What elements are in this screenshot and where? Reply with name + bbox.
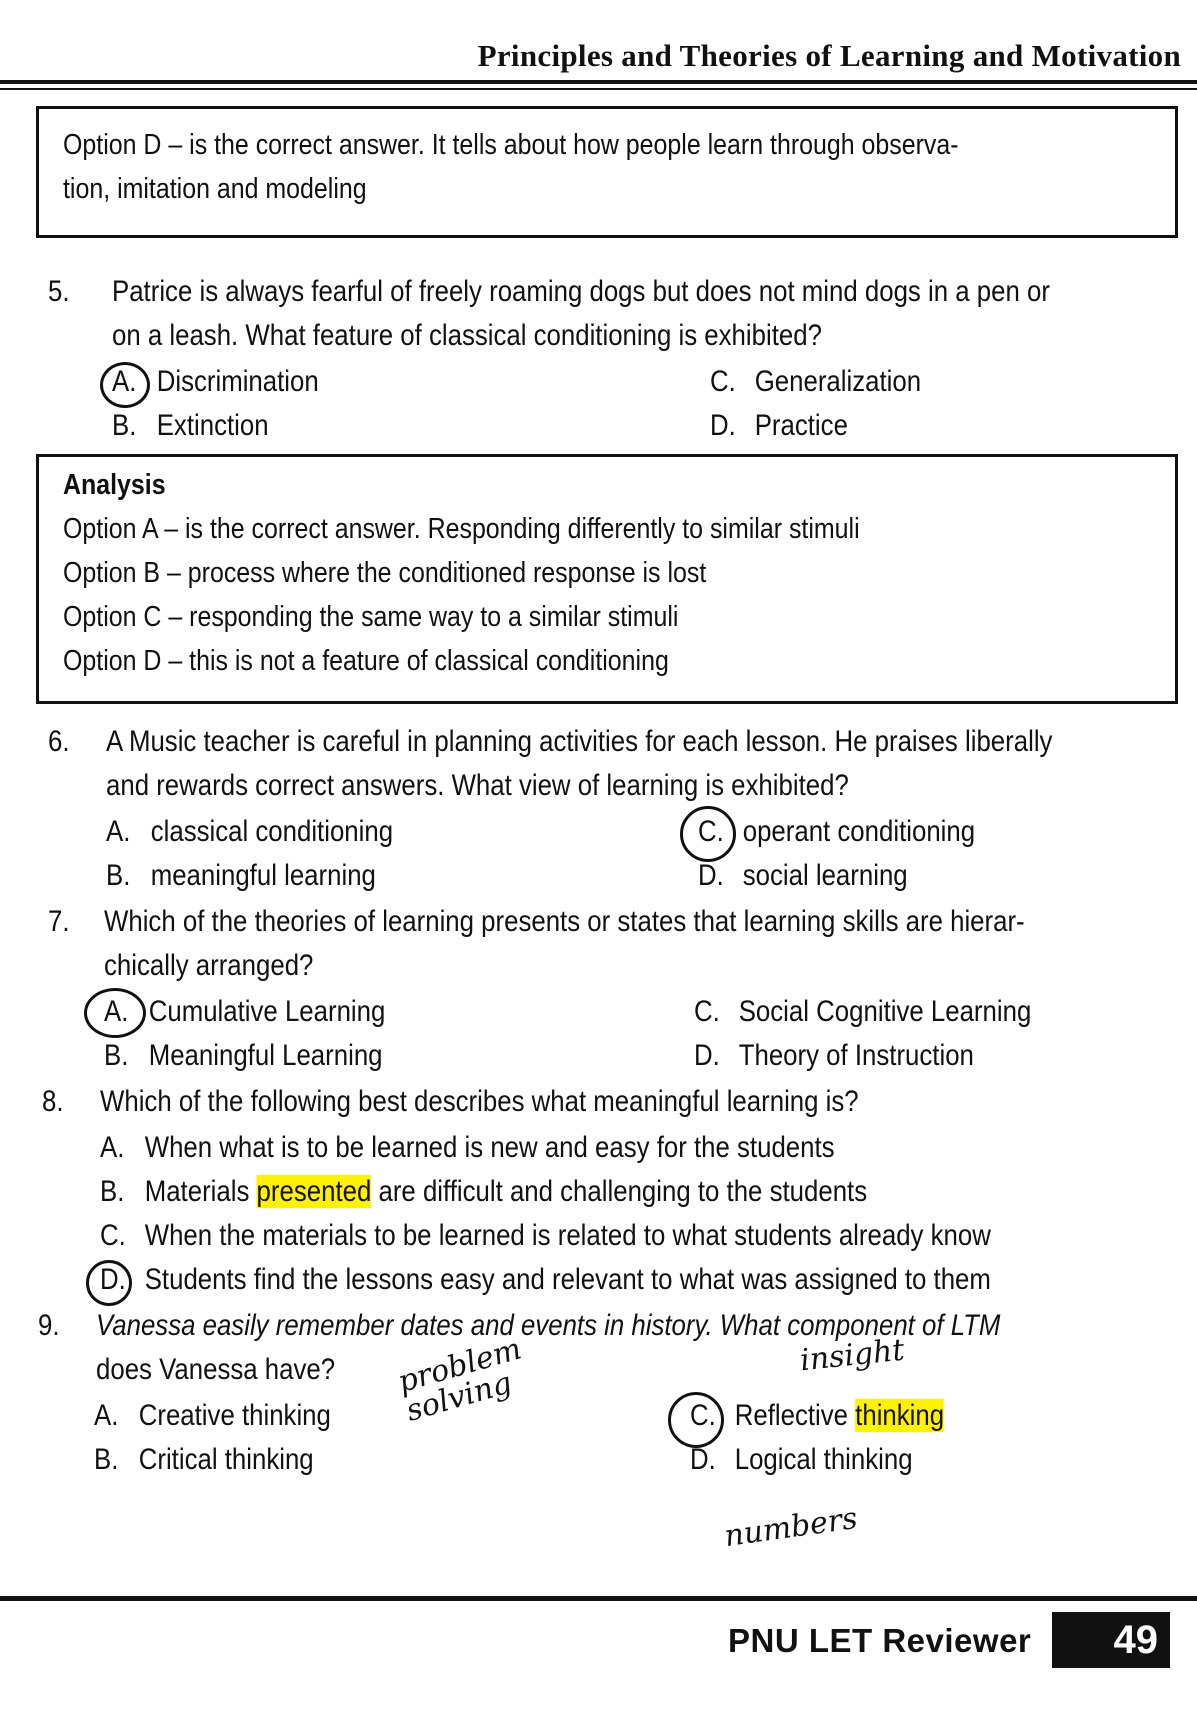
question-text: does Vanessa have? [96,1353,336,1386]
option-b [112,404,269,448]
analysis-line: Option D – this is not a feature of classical conditioning [63,645,669,677]
analysis-line: Option C – responding the same way to a similar stimuli [63,601,679,633]
question-number: 6. [48,725,70,758]
option-letter: B. [104,1039,129,1072]
option-d [698,854,908,898]
analysis-line: Option A – is the correct answer. Responding differently to similar stimuli [63,513,860,545]
analysis-box-q5 [36,454,1178,704]
option-text: Cumulative Learning [148,995,386,1028]
option-letter: B. [112,409,137,442]
option-letter: D. [694,1039,720,1072]
option-letter: A. [100,1131,125,1164]
handwritten-note-problem-solving: problem solving [394,1331,526,1429]
option-text: classical conditioning [150,815,394,848]
highlighted-text: presented [256,1175,372,1208]
option-b [94,1438,314,1482]
answer-circle-mark [86,1260,132,1306]
option-d [690,1438,913,1482]
answer-box-q4 [36,106,1178,238]
question-text: Patrice is always fearful of freely roaming dogs but does not mind dogs in a pen or [112,275,1050,308]
answer-circle-mark [680,806,736,862]
option-text: Extinction [156,409,269,442]
option-letter: D. [698,859,724,892]
option-letter: A. [112,365,137,398]
footer-rule [0,1596,1197,1601]
option-letter: C. [710,365,736,398]
option-letter: C. [100,1219,126,1252]
option-letter: B. [100,1175,125,1208]
option-text: When what is to be learned is new and easy for the students [144,1131,835,1164]
option-letter: C. [690,1399,716,1432]
question-text: Which of the following best describes what meaningful learning is? [100,1085,859,1118]
highlighted-text: thinking [855,1399,945,1432]
option-letter: D. [100,1263,126,1296]
option-b [100,1170,867,1214]
question-number: 8. [42,1085,64,1118]
question-number: 9. [38,1309,60,1342]
page-number: 49 [1052,1612,1170,1668]
option-text-pre: Reflective [734,1399,856,1432]
option-text: Students find the lessons easy and relevant to what was assigned to them [144,1263,991,1296]
option-text: When the materials to be learned is related to what students already know [144,1219,991,1252]
option-c [100,1214,991,1258]
option-text: meaningful learning [150,859,376,892]
option-text: Discrimination [156,365,319,398]
option-letter: A. [94,1399,119,1432]
analysis-line: Option B – process where the conditioned response is lost [63,557,707,589]
page-header-title: Principles and Theories of Learning and Motivation [477,38,1181,73]
answer-circle-mark [668,1392,724,1448]
option-c [698,810,975,854]
header-rule [0,80,1197,84]
option-text: operant conditioning [742,815,976,848]
handwritten-note-insight: insight [798,1332,907,1379]
option-letter: D. [710,409,736,442]
handwritten-note-numbers: numbers [722,1500,860,1555]
answer-circle-mark [100,362,150,408]
option-letter: C. [698,815,724,848]
option-text: Social Cognitive Learning [738,995,1032,1028]
footer-title: PNU LET Reviewer [728,1622,1032,1659]
option-b [104,1034,383,1078]
option-d [694,1034,974,1078]
question-number: 7. [48,905,70,938]
question-number: 5. [48,275,70,308]
option-text-pre: Materials [144,1175,257,1208]
option-letter: C. [694,995,720,1028]
question-text: A Music teacher is careful in planning activities for each lesson. He praises liberally [106,725,1053,758]
answer-box-line: tion, imitation and modeling [63,173,367,205]
option-d [100,1258,991,1302]
option-c [690,1394,944,1438]
option-text-post: are difficult and challenging to the students [371,1175,868,1208]
question-text: and rewards correct answers. What view of learning is exhibited? [106,769,849,802]
option-c [710,360,921,404]
option-d [710,404,848,448]
option-letter: B. [106,859,131,892]
option-text: Creative thinking [138,1399,331,1432]
answer-box-line: Option D – is the correct answer. It tells about how people learn through observa- [63,129,959,161]
question-text: chically arranged? [104,949,314,982]
answer-circle-mark [84,988,146,1038]
option-a [104,990,385,1034]
header-rule-thin [0,88,1197,90]
option-a [100,1126,835,1170]
option-c [694,990,1031,1034]
option-letter: B. [94,1443,119,1476]
question-text: Which of the theories of learning presents or states that learning skills are hierar- [104,905,1025,938]
option-text: Meaningful Learning [148,1039,383,1072]
option-letter: A. [104,995,129,1028]
analysis-heading: Analysis [63,469,166,501]
option-a [94,1394,331,1438]
option-text: social learning [742,859,908,892]
option-text: Theory of Instruction [738,1039,974,1072]
option-text: Generalization [754,365,922,398]
option-text: Practice [754,409,848,442]
option-b [106,854,376,898]
question-text: Vanessa easily remember dates and events in history. What component of LTM [96,1309,1001,1342]
option-letter: D. [690,1443,716,1476]
option-text: Logical thinking [734,1443,913,1476]
option-text: Critical thinking [138,1443,314,1476]
question-text: on a leash. What feature of classical conditioning is exhibited? [112,319,822,352]
option-a [106,810,393,854]
option-letter: A. [106,815,131,848]
